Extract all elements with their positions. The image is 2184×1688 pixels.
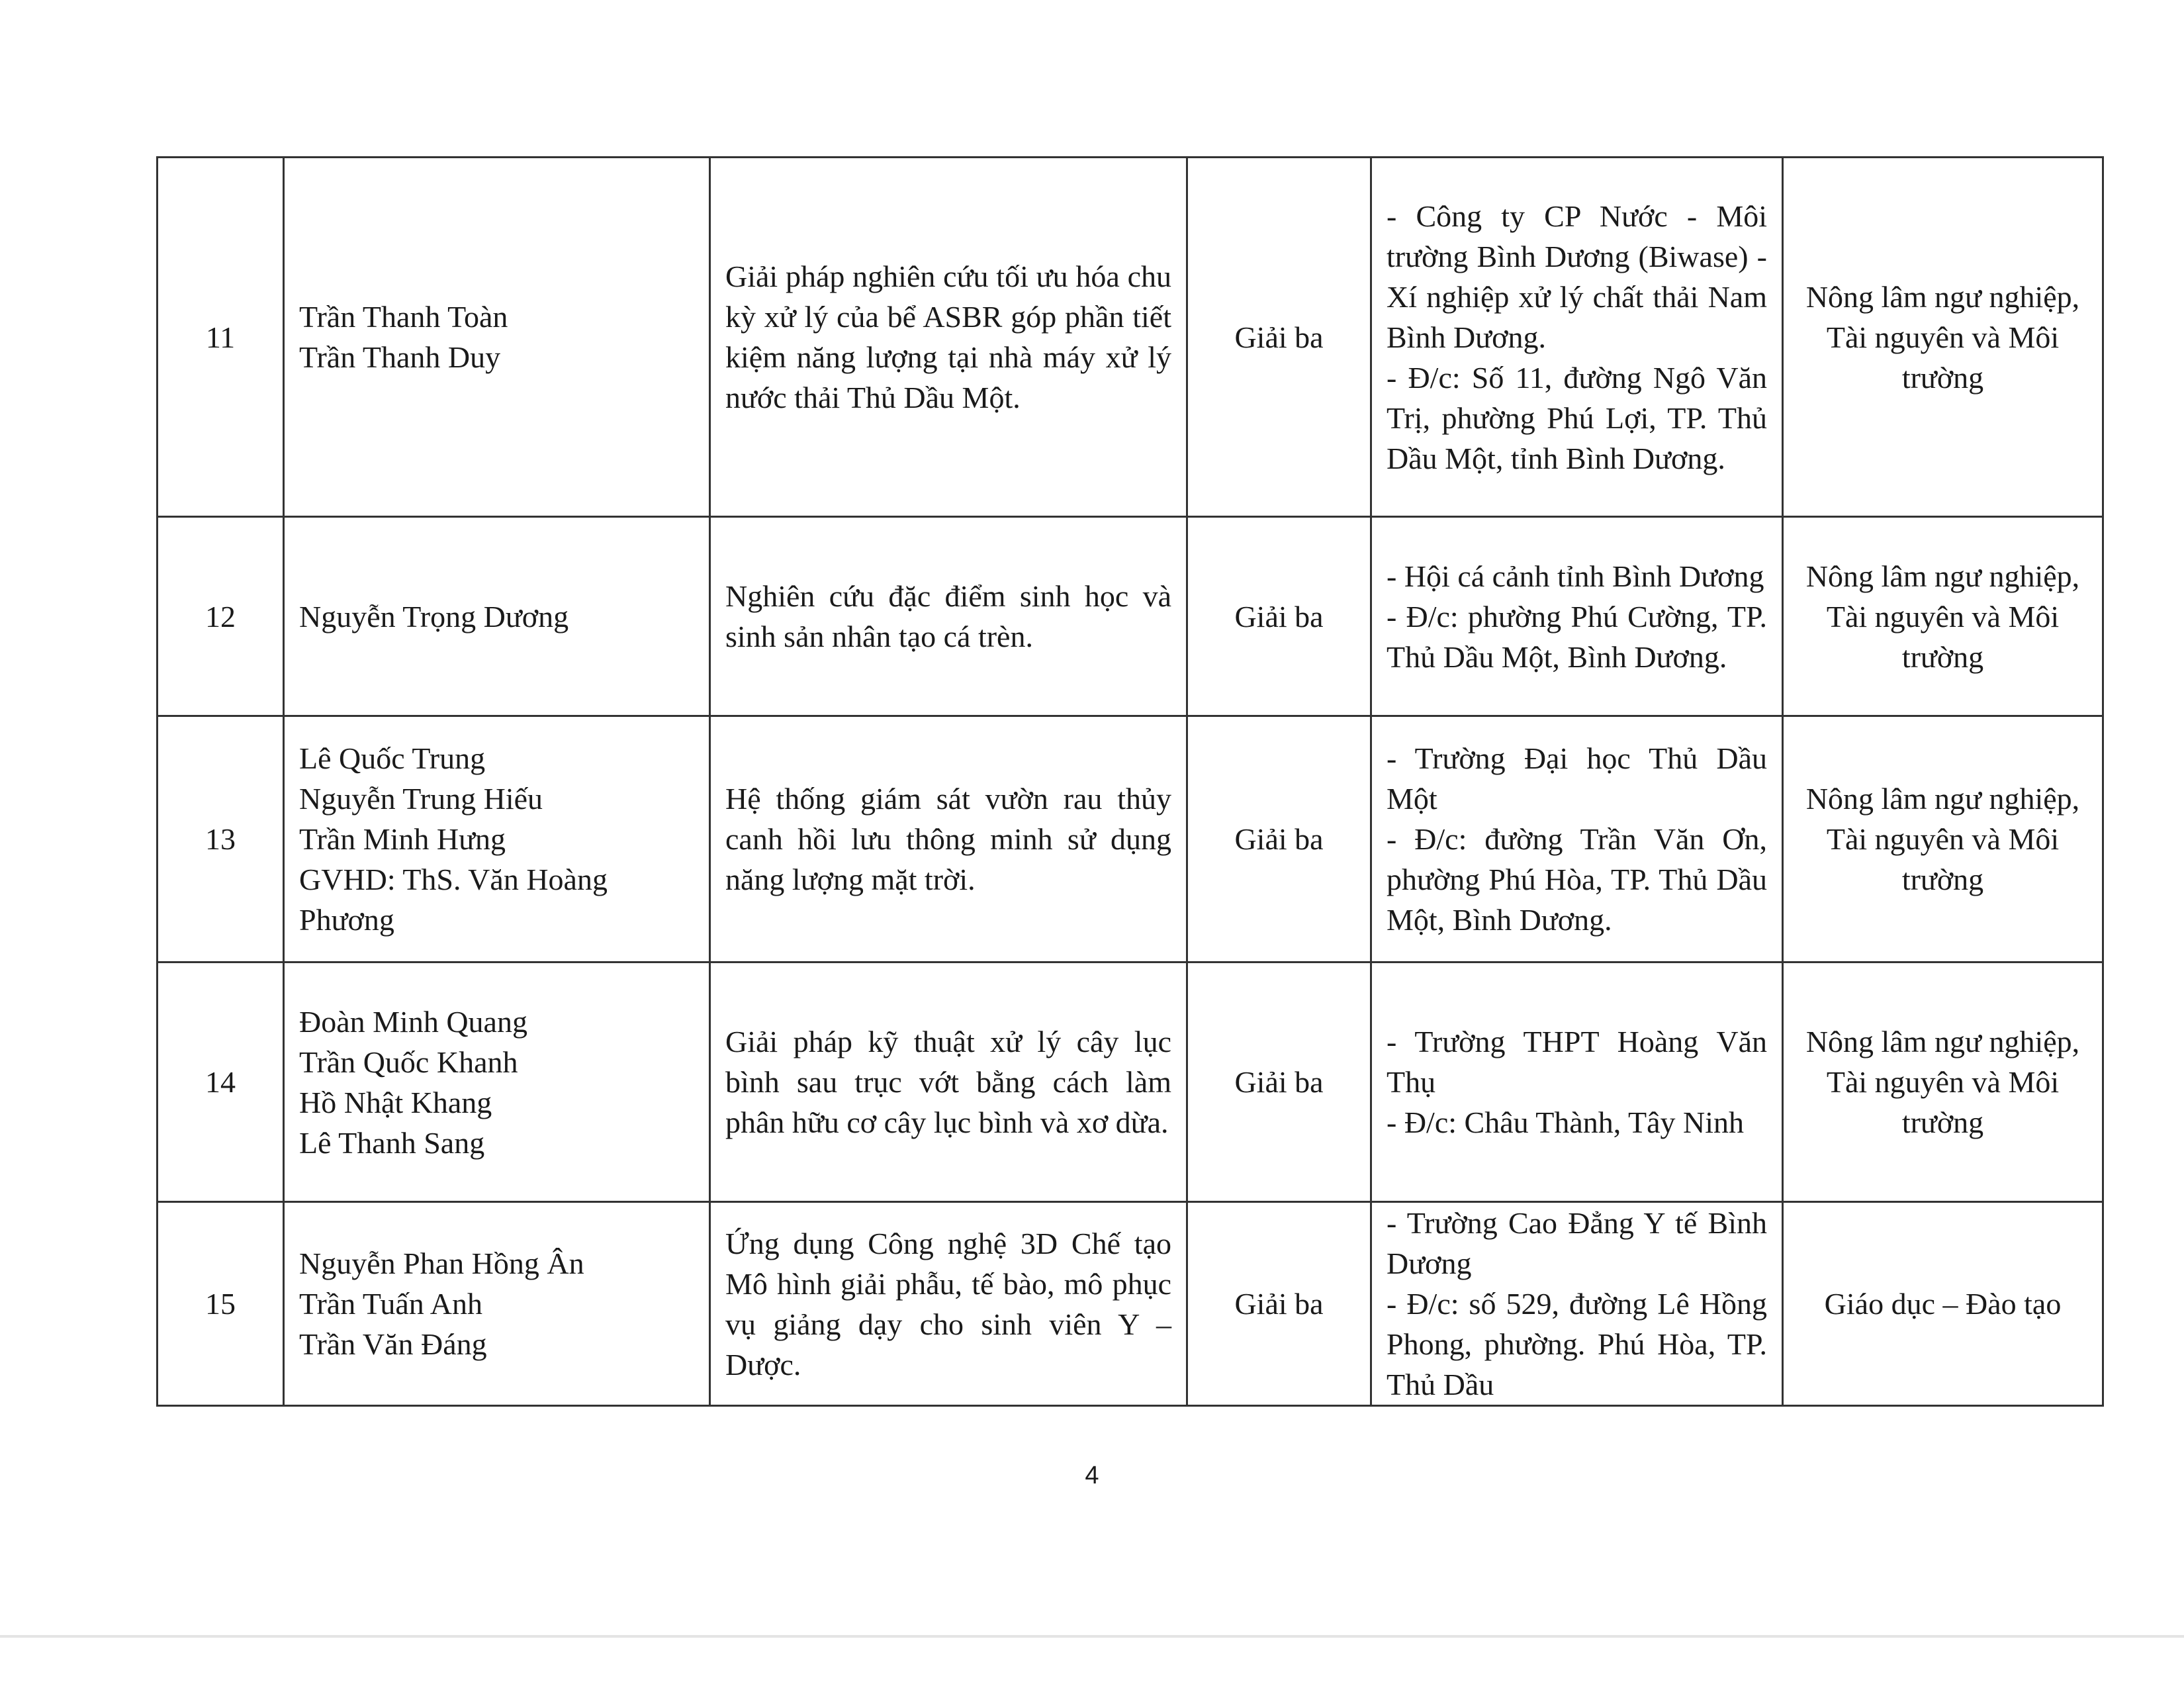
row-number: 12 xyxy=(158,517,284,716)
awards-table xyxy=(156,156,2104,1407)
table-row xyxy=(158,517,2103,716)
project-title: Nghiên cứu đặc điểm sinh học và sinh sản nhân tạo cá trèn. xyxy=(710,517,1187,716)
field-category: Giáo dục – Đào tạo xyxy=(1783,1202,2103,1406)
scan-edge-divider xyxy=(0,1635,2184,1638)
field-category: Nông lâm ngư nghiệp, Tài nguyên và Môi trường xyxy=(1783,158,2103,517)
prize-level: Giải ba xyxy=(1187,517,1371,716)
row-number: 11 xyxy=(158,158,284,517)
field-category: Nông lâm ngư nghiệp, Tài nguyên và Môi trường xyxy=(1783,962,2103,1202)
organization-address: - Hội cá cảnh tỉnh Bình Dương - Đ/c: phường Phú Cường, TP. Thủ Dầu Một, Bình Dương. xyxy=(1371,517,1783,716)
page-number: 4 xyxy=(1085,1462,1099,1489)
project-title: Giải pháp nghiên cứu tối ưu hóa chu kỳ xử lý của bể ASBR góp phần tiết kiệm năng lượng tại nhà máy xử lý nước thải Thủ Dầu Một. xyxy=(710,158,1187,517)
prize-level: Giải ba xyxy=(1187,1202,1371,1406)
organization-address: - Công ty CP Nước - Môi trường Bình Dương (Biwase) - Xí nghiệp xử lý chất thải Nam Bình Dương. - Đ/c: Số 11, đường Ngô Văn Trị, phường Phú Lợi, TP. Thủ Dầu Một, tỉnh Bình Dương. xyxy=(1371,158,1783,517)
table-row xyxy=(158,158,2103,517)
prize-level: Giải ba xyxy=(1187,716,1371,962)
participant-names: Đoàn Minh Quang Trần Quốc Khanh Hồ Nhật Khang Lê Thanh Sang xyxy=(284,962,710,1202)
prize-level: Giải ba xyxy=(1187,158,1371,517)
organization-address: - Trường THPT Hoàng Văn Thụ - Đ/c: Châu Thành, Tây Ninh xyxy=(1371,962,1783,1202)
table-row xyxy=(158,716,2103,962)
row-number: 15 xyxy=(158,1202,284,1406)
participant-names: Nguyễn Phan Hồng Ân Trần Tuấn Anh Trần Văn Đáng xyxy=(284,1202,710,1406)
participant-names: Trần Thanh Toàn Trần Thanh Duy xyxy=(284,158,710,517)
field-category: Nông lâm ngư nghiệp, Tài nguyên và Môi trường xyxy=(1783,517,2103,716)
project-title: Ứng dụng Công nghệ 3D Chế tạo Mô hình giải phẫu, tế bào, mô phục vụ giảng dạy cho sinh viên Y – Dược. xyxy=(710,1202,1187,1406)
field-category: Nông lâm ngư nghiệp, Tài nguyên và Môi trường xyxy=(1783,716,2103,962)
organization-address: - Trường Đại học Thủ Dầu Một - Đ/c: đường Trần Văn Ơn, phường Phú Hòa, TP. Thủ Dầu Một, Bình Dương. xyxy=(1371,716,1783,962)
project-title: Giải pháp kỹ thuật xử lý cây lục bình sau trục vớt bằng cách làm phân hữu cơ cây lục bình và xơ dừa. xyxy=(710,962,1187,1202)
participant-names: Lê Quốc Trung Nguyễn Trung Hiếu Trần Minh Hưng GVHD: ThS. Văn Hoàng Phương xyxy=(284,716,710,962)
row-number: 13 xyxy=(158,716,284,962)
participant-names: Nguyễn Trọng Dương xyxy=(284,517,710,716)
prize-level: Giải ba xyxy=(1187,962,1371,1202)
row-number: 14 xyxy=(158,962,284,1202)
table-row xyxy=(158,1202,2103,1406)
table-row xyxy=(158,962,2103,1202)
organization-address: - Trường Cao Đẳng Y tế Bình Dương - Đ/c: số 529, đường Lê Hồng Phong, phường. Phú Hòa, TP. Thủ Dầu xyxy=(1371,1202,1783,1406)
project-title: Hệ thống giám sát vườn rau thủy canh hồi lưu thông minh sử dụng năng lượng mặt trời. xyxy=(710,716,1187,962)
